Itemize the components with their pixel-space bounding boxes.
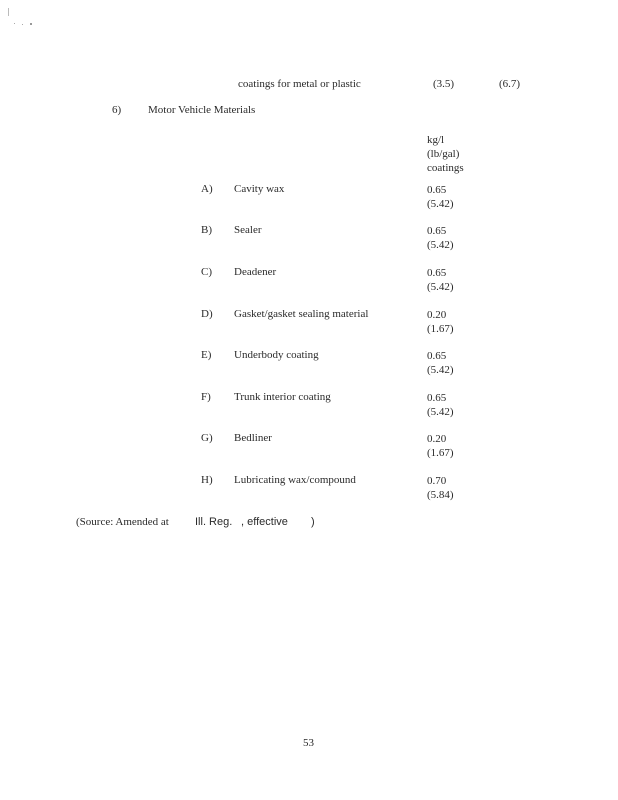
item-value-kg-l: 0.65 — [427, 184, 447, 196]
item-value-kg-l: 0.65 — [427, 392, 447, 404]
item-letter: E) — [201, 349, 212, 361]
item-name: Sealer — [234, 224, 262, 236]
item-values — [427, 224, 454, 252]
item-name: Deadener — [234, 266, 277, 278]
item-value-lb-gal: (5.42) — [427, 198, 454, 210]
item-values — [427, 432, 454, 460]
unit-header — [427, 133, 464, 175]
item-value-lb-gal: (5.42) — [427, 281, 454, 293]
item-values — [427, 349, 454, 377]
item-name: Gasket/gasket sealing material — [234, 308, 369, 320]
item-values — [427, 474, 454, 502]
page-number: 53 — [303, 737, 314, 749]
item-value-kg-l: 0.20 — [427, 433, 447, 445]
item-value-lb-gal: (5.42) — [427, 239, 454, 251]
item-letter: C) — [201, 266, 212, 278]
source-label: (Source: Amended at — [76, 516, 169, 528]
section-title: Motor Vehicle Materials — [148, 104, 256, 116]
item-letter: F) — [201, 391, 211, 403]
item-name: Lubricating wax/compound — [234, 474, 356, 486]
item-value-lb-gal: (1.67) — [427, 447, 454, 459]
source-close: ) — [311, 516, 315, 528]
item-value-kg-l: 0.65 — [427, 225, 447, 237]
scan-artifact-specks — [8, 8, 48, 32]
item-letter: A) — [201, 183, 213, 195]
section-number: 6) — [112, 104, 122, 116]
item-value-kg-l: 0.65 — [427, 350, 447, 362]
item-name: Underbody coating — [234, 349, 319, 361]
continued-row-value-metric: (3.5) — [433, 78, 455, 90]
item-values — [427, 266, 454, 294]
item-value-lb-gal: (5.42) — [427, 364, 454, 376]
item-letter: B) — [201, 224, 212, 236]
item-letter: H) — [201, 474, 213, 486]
item-values — [427, 183, 454, 211]
item-value-kg-l: 0.70 — [427, 475, 447, 487]
item-letter: G) — [201, 432, 213, 444]
item-value-lb-gal: (5.42) — [427, 406, 454, 418]
continued-row-value-secondary: (6.7) — [499, 78, 521, 90]
item-values — [427, 391, 454, 419]
source-note — [76, 516, 315, 528]
source-register-ref: Ill. Reg. — [195, 516, 233, 528]
item-value-lb-gal: (5.84) — [427, 489, 454, 501]
item-letter: D) — [201, 308, 213, 320]
item-value-lb-gal: (1.67) — [427, 323, 454, 335]
unit-line-lb-gal: (lb/gal) — [427, 148, 460, 160]
item-name: Trunk interior coating — [234, 391, 331, 403]
unit-line-coatings: coatings — [427, 162, 464, 174]
item-name: Cavity wax — [234, 183, 285, 195]
item-name: Bedliner — [234, 432, 272, 444]
continued-row-label: coatings for metal or plastic — [238, 78, 361, 90]
item-values — [427, 308, 454, 336]
unit-line-kg-l: kg/l — [427, 134, 445, 146]
item-value-kg-l: 0.65 — [427, 267, 447, 279]
item-value-kg-l: 0.20 — [427, 309, 447, 321]
source-effective: , effective — [241, 516, 288, 528]
